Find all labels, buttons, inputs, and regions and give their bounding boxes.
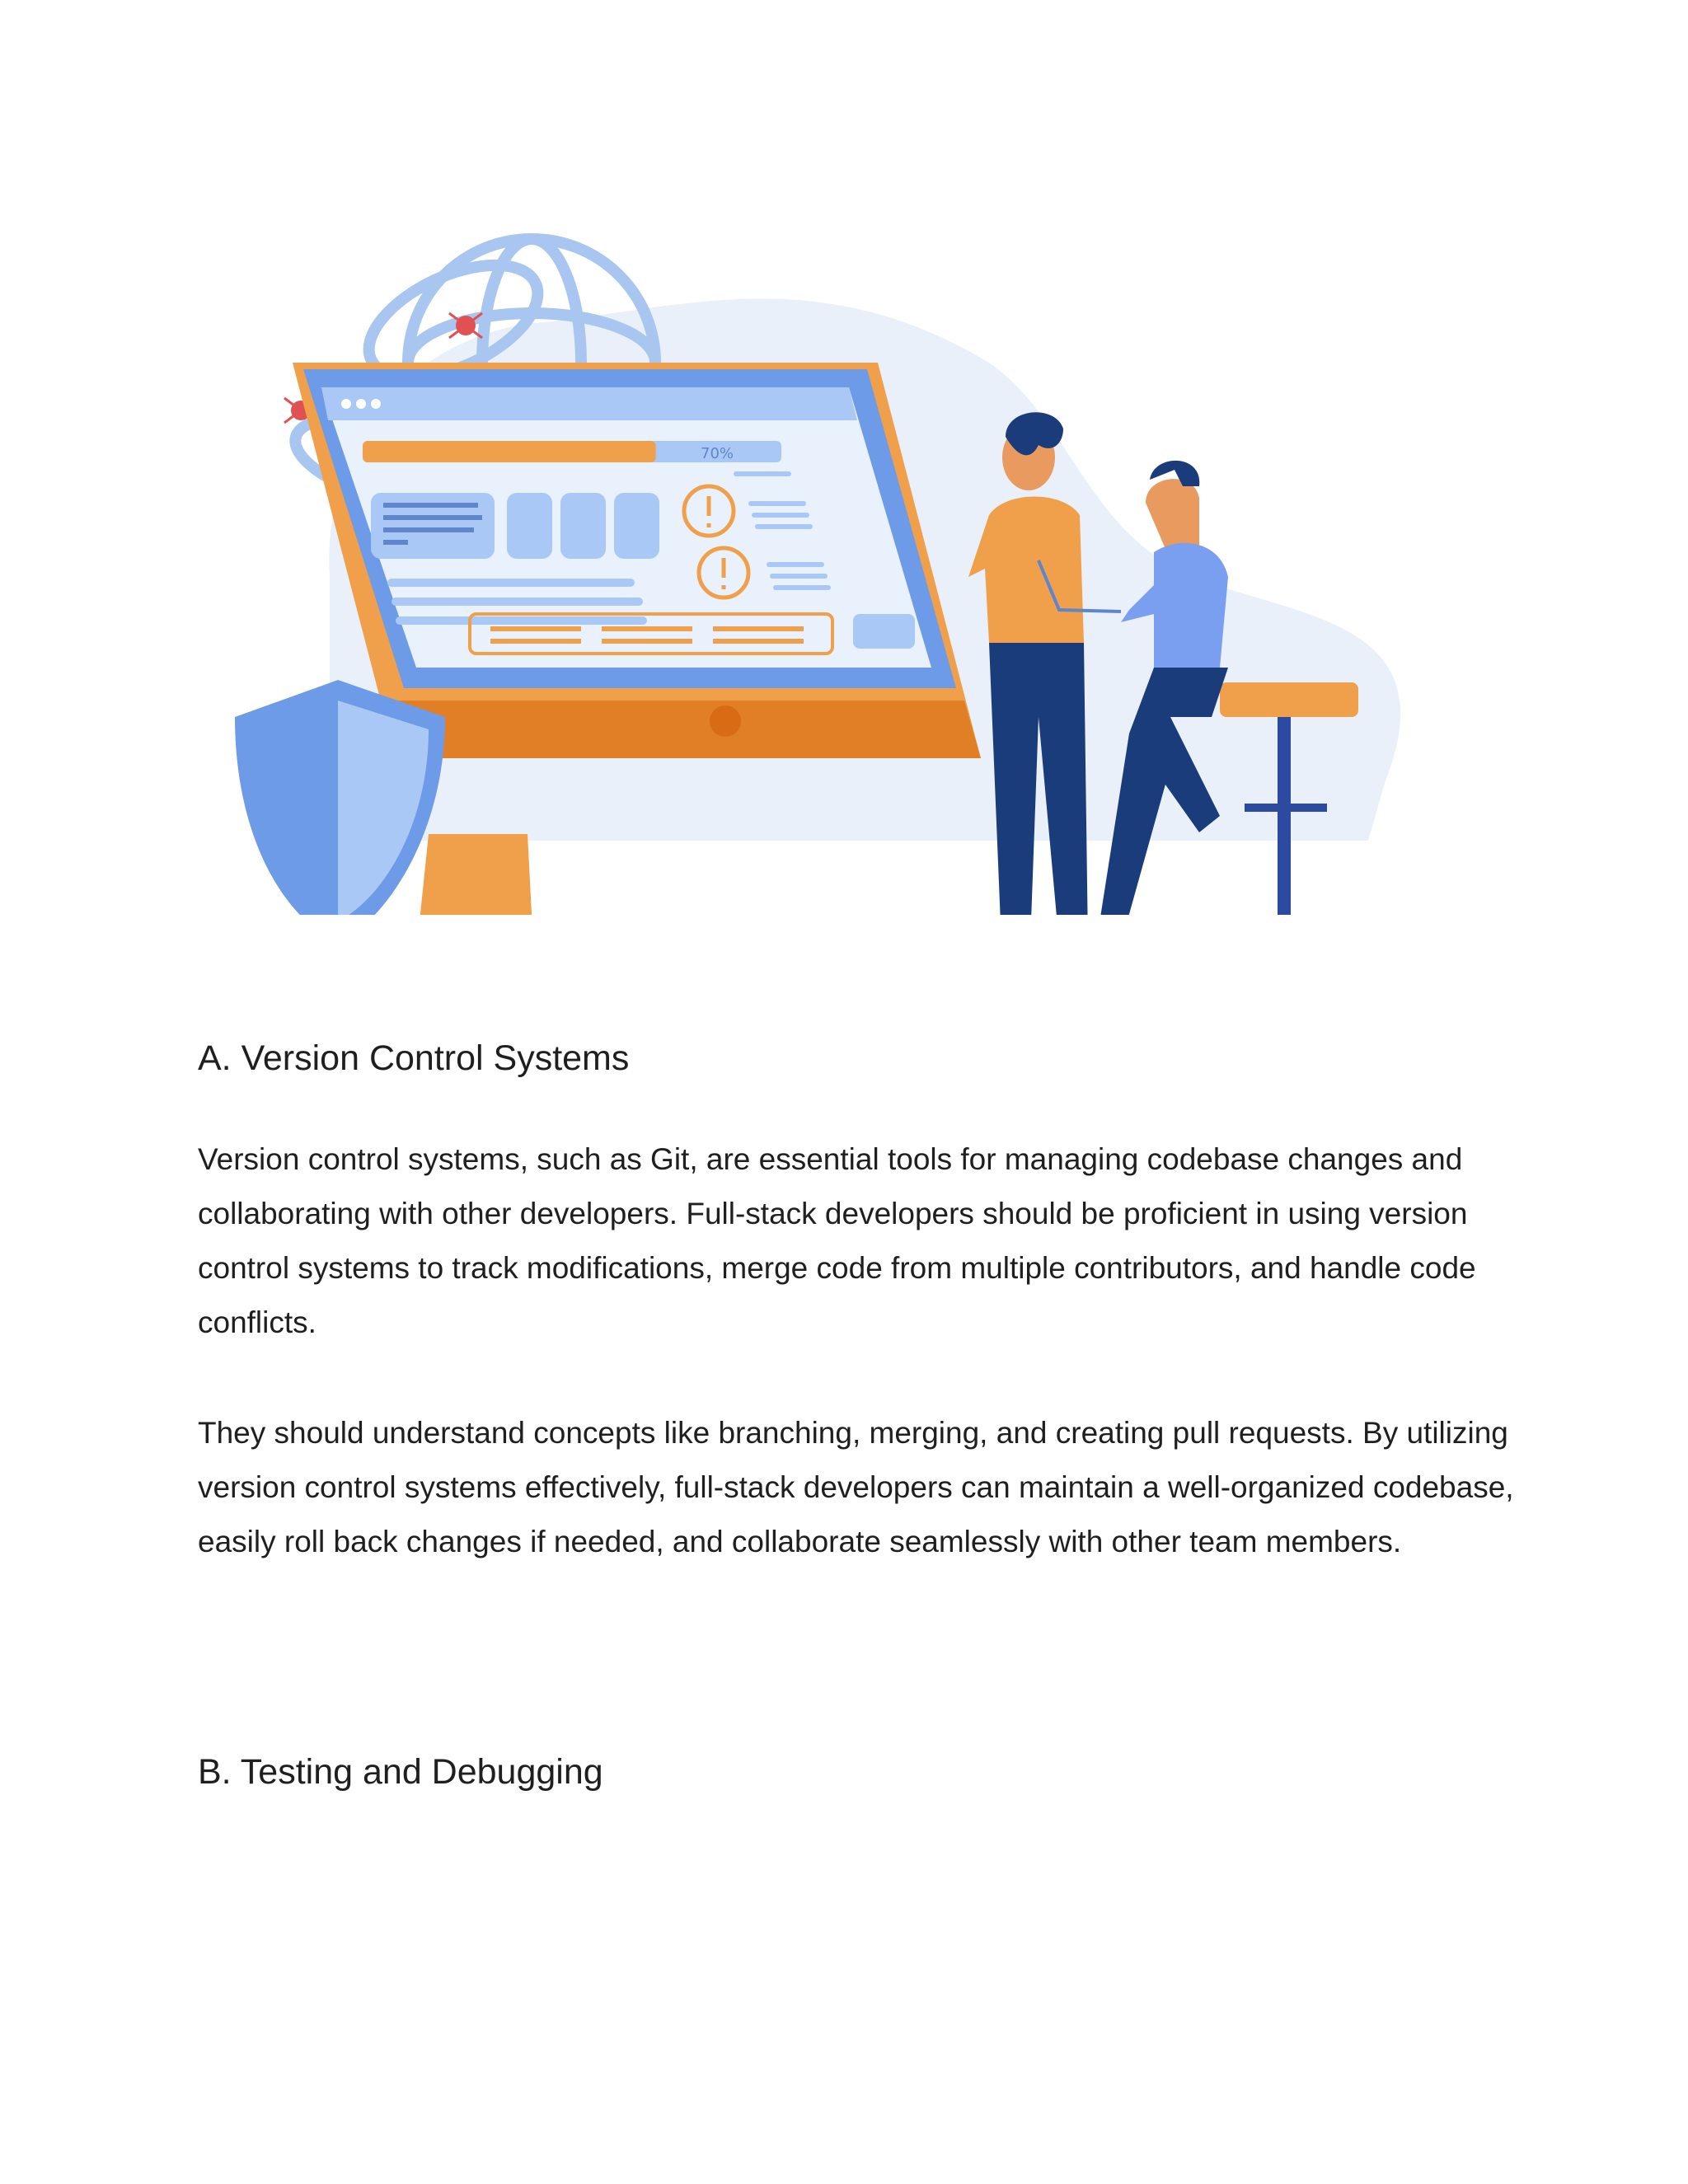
section-heading: A. Version Control Systems — [198, 1038, 630, 1078]
section-heading: B. Testing and Debugging — [198, 1752, 603, 1792]
developers-illustration — [198, 190, 1484, 915]
progress-bar-fill — [363, 441, 656, 462]
paragraph: Version control systems, such as Git, are essential tools for managing codebase changes and collaborating with other developers. Full-stack developers should be proficient in using version control systems to track modifications, merge code from multiple contributors, and handle code conflicts. — [198, 1142, 1476, 1339]
shield-icon — [235, 680, 445, 915]
paragraph: They should understand concepts like branching, merging, and creating pull requests. By utilizing version control systems effectively, full-stack developers can maintain a well-organized codebase, easily roll back changes if needed, and collaborate seamlessly with other team members. — [198, 1416, 1514, 1558]
progress-label: 70% — [701, 445, 734, 462]
